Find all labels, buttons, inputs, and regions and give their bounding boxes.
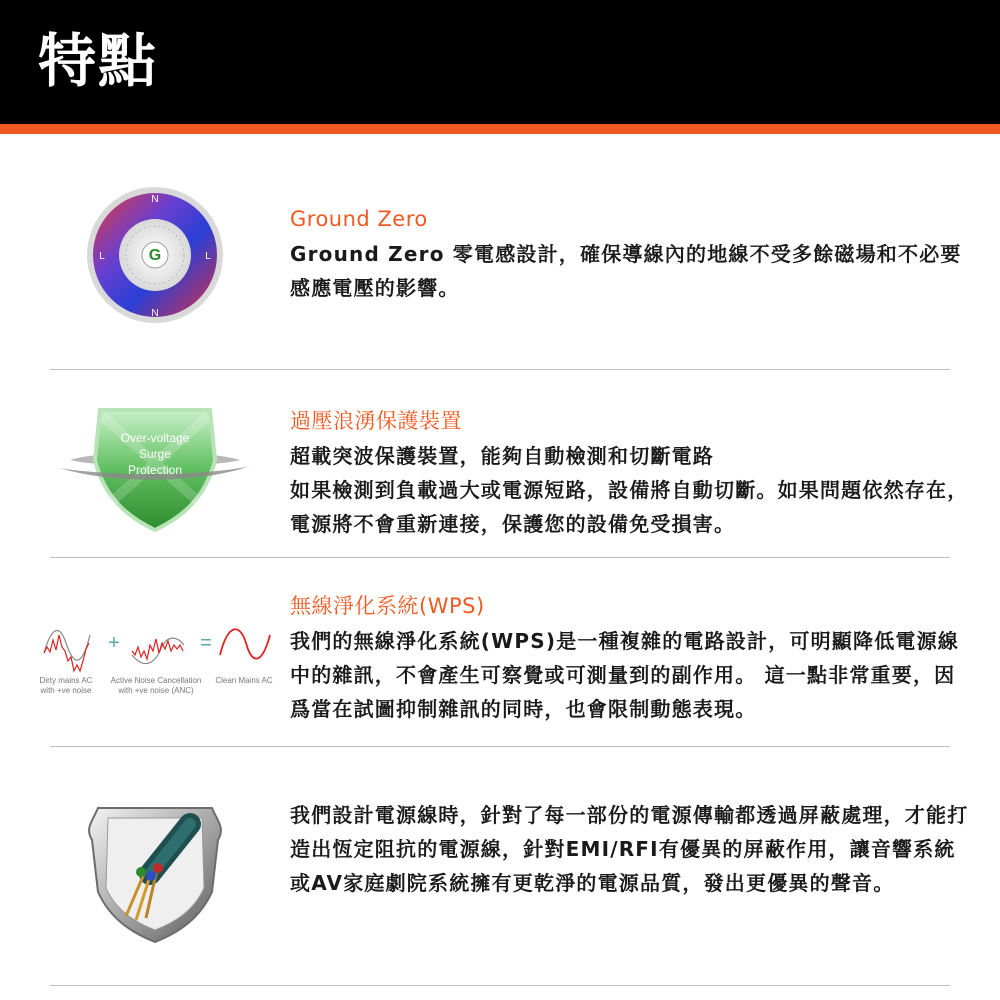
north-label-top: N xyxy=(151,194,159,205)
anc-caption-1: Active Noise Cancellation xyxy=(110,676,202,685)
dirty-caption-2: with +ve noise xyxy=(40,686,92,695)
shield-line-2: Surge xyxy=(138,447,172,461)
section-body: 我們的無線淨化系統(WPS)是一種複雜的電路設計，可明顯降低電源線中的雜訊，不會產生可察覺或可測量到的副作用。 這一點非常重要，因爲當在試圖抑制雜訊的同時，也會限制動態表現。 xyxy=(290,629,960,721)
ground-zero-icon xyxy=(40,180,270,334)
section-body: 我們設計電源線時，針對了每一部份的電源傳輸都透過屏蔽處理，才能打造出恆定阻抗的電源線，針對EMI/RFI有優異的屏蔽作用，讓音響系統或AV家庭劇院系統擁有更乾淨的電源品質，發出更優異的聲音。 xyxy=(290,803,969,895)
section-title: Ground Zero xyxy=(290,207,428,231)
section-body: 超載突波保護裝置，能夠自動檢測和切斷電路 如果檢測到負載過大或電源短路，設備將自動切斷。如果問題依然存在，電源將不會重新連接，保護您的設備免受損害。 xyxy=(290,444,969,536)
north-label-bottom: N xyxy=(151,308,159,319)
shielding-text xyxy=(290,798,970,900)
divider xyxy=(50,557,950,558)
equals-operator: = xyxy=(200,632,212,654)
section-title: 過壓浪湧保護裝置 xyxy=(290,409,462,433)
page-title: 特點 xyxy=(38,27,159,95)
divider xyxy=(50,369,950,370)
accent-stripe xyxy=(0,124,1000,134)
dirty-caption-1: Dirty mains AC xyxy=(39,676,93,685)
line-label-left: L xyxy=(99,251,105,262)
divider xyxy=(50,746,950,747)
header-bar xyxy=(0,0,1000,124)
waveform-icon xyxy=(30,615,280,709)
plus-operator: + xyxy=(108,632,120,654)
shield-line-1: Over-voltage xyxy=(120,431,190,445)
divider xyxy=(50,985,950,986)
section-body: Ground Zero 零電感設計，確保導線內的地線不受多餘磁場和不必要感應電壓的影響。 xyxy=(290,242,962,300)
cable-shield-icon xyxy=(40,800,270,949)
shield-icon xyxy=(40,400,270,544)
ground-zero-text xyxy=(290,203,970,305)
anc-caption-2: with +ve noise (ANC) xyxy=(118,686,194,695)
ground-label: G xyxy=(148,247,162,264)
section-title: 無線淨化系統(WPS) xyxy=(290,594,485,618)
surge-protection-text xyxy=(290,405,970,541)
wps-text xyxy=(290,590,970,726)
clean-caption: Clean Mains AC xyxy=(215,676,273,685)
shield-line-3: Protection xyxy=(127,463,183,477)
line-label-right: L xyxy=(205,251,211,262)
